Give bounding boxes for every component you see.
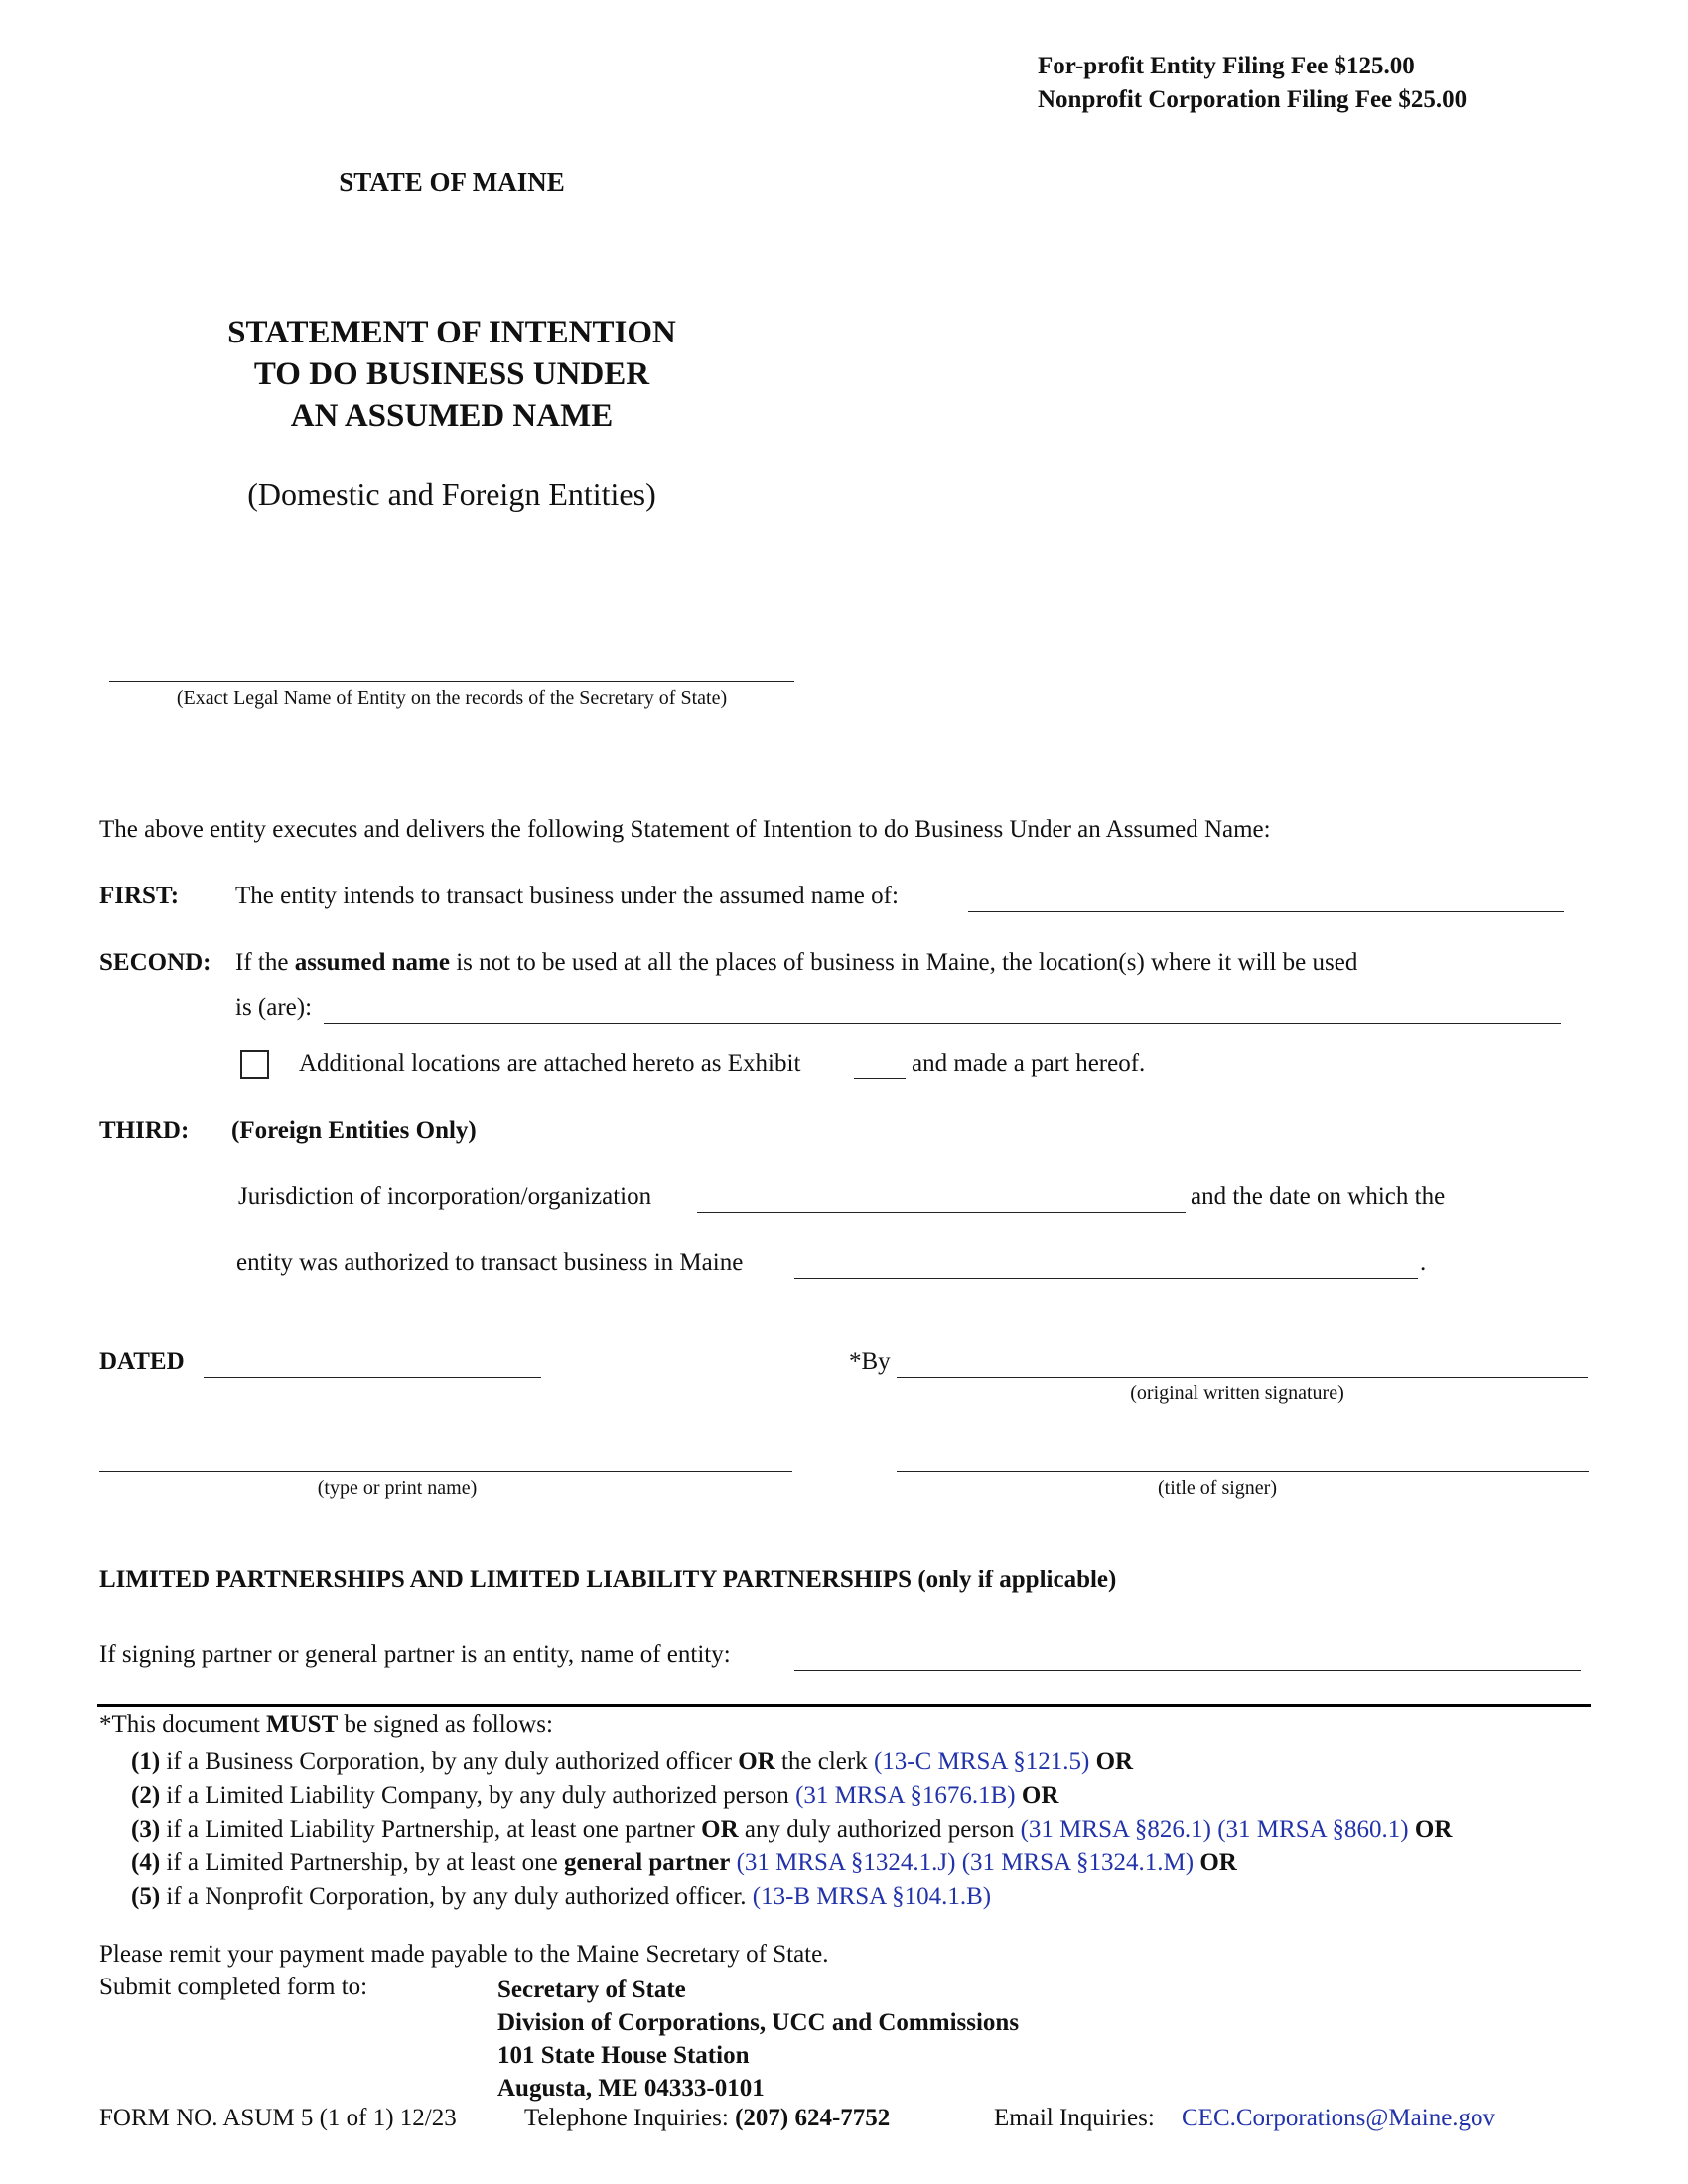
signing-rule-1	[131, 1745, 1452, 1779]
rule-text: if a Limited Partnership, by at least one	[166, 1849, 558, 1876]
authorized-date-field[interactable]	[794, 1278, 1418, 1279]
rule-statute-link[interactable]: (31 MRSA §826.1)	[1020, 1816, 1211, 1843]
lp-heading: LIMITED PARTNERSHIPS AND LIMITED LIABILITY PARTNERSHIPS (only if applicable)	[99, 1567, 1117, 1593]
rule-number: (5)	[131, 1883, 161, 1910]
rule-text: if a Limited Liability Partnership, at least one partner	[166, 1816, 695, 1843]
section-divider	[97, 1704, 1591, 1707]
entity-name-field[interactable]	[109, 681, 794, 682]
form-title	[159, 312, 745, 437]
signing-rule-4	[131, 1846, 1452, 1880]
nonprofit-fee: Nonprofit Corporation Filing Fee $25.00	[1038, 86, 1468, 113]
first-label: FIRST:	[99, 883, 180, 909]
phone-number: (207) 624-7752	[735, 2105, 891, 2131]
mailing-address	[497, 1974, 1019, 2105]
rule-bold: OR	[738, 1748, 775, 1775]
rule-number: (4)	[131, 1849, 161, 1876]
third-heading: (Foreign Entities Only)	[231, 1117, 477, 1144]
forprofit-fee: For-profit Entity Filing Fee $125.00	[1038, 53, 1415, 79]
submit-label: Submit completed form to:	[99, 1974, 368, 2000]
locations-field[interactable]	[324, 1023, 1561, 1024]
rule-text: if a Limited Liability Company, by any duly authorized person	[166, 1782, 789, 1809]
jurisdiction-text: Jurisdiction of incorporation/organization	[238, 1183, 652, 1210]
rule-tail: OR	[1199, 1849, 1237, 1876]
rule-bold: general partner	[564, 1849, 731, 1876]
address-line-1: Secretary of State	[497, 1977, 686, 2003]
title-line-1: STATEMENT OF INTENTION	[227, 315, 676, 350]
phone-label: Telephone Inquiries:	[524, 2105, 729, 2131]
checkbox-text-pre: Additional locations are attached hereto as Exhibit	[299, 1050, 801, 1077]
second-text-line2: is (are):	[235, 994, 313, 1021]
email-label: Email Inquiries:	[994, 2105, 1155, 2131]
rule-number: (1)	[131, 1748, 161, 1775]
rule-statute-link[interactable]: (31 MRSA §1676.1B)	[795, 1782, 1016, 1809]
title-line-3: AN ASSUMED NAME	[290, 398, 614, 434]
rule-tail: OR	[1095, 1748, 1134, 1775]
state-heading: STATE OF MAINE	[339, 167, 565, 197]
signing-rules-list	[131, 1745, 1452, 1914]
signer-title-caption: (title of signer)	[1158, 1477, 1277, 1499]
signing-rule-3	[131, 1813, 1452, 1846]
rule-text: if a Business Corporation, by any duly authorized officer	[166, 1748, 732, 1775]
lp-text: If signing partner or general partner is an entity, name of entity:	[99, 1641, 731, 1668]
signing-rule-2	[131, 1779, 1452, 1813]
rule-tail: OR	[1021, 1782, 1059, 1809]
email-link[interactable]: CEC.Corporations@Maine.gov	[1182, 2105, 1496, 2131]
additional-locations-checkbox[interactable]	[240, 1050, 269, 1079]
print-name-caption: (type or print name)	[317, 1477, 478, 1499]
address-line-4: Augusta, ME 04333-0101	[497, 2075, 765, 2102]
signing-rule-5	[131, 1880, 1452, 1914]
second-label: SECOND:	[99, 949, 211, 976]
intro-text: The above entity executes and delivers the following Statement of Intention to do Business Under an Assumed Name:	[99, 816, 1271, 843]
address-line-3: 101 State House Station	[497, 2042, 750, 2069]
checkbox-text-post: and made a part hereof.	[912, 1050, 1146, 1077]
jurisdiction-field[interactable]	[697, 1212, 1186, 1213]
authorized-text: entity was authorized to transact business in Maine	[236, 1249, 744, 1276]
second-text-post: is not to be used at all the places of business in Maine, the location(s) where it will be used	[456, 949, 1358, 976]
phone-inquiries	[524, 2105, 890, 2132]
signing-intro-post: be signed as follows:	[344, 1711, 553, 1738]
rule-statute-link[interactable]: (13-B MRSA §104.1.B)	[752, 1883, 992, 1910]
title-line-2: TO DO BUSINESS UNDER	[253, 356, 650, 392]
rule-text2: any duly authorized person	[744, 1816, 1015, 1843]
signing-intro-pre: *This document	[99, 1711, 260, 1738]
signature-caption: (original written signature)	[1130, 1382, 1344, 1404]
form-number: FORM NO. ASUM 5 (1 of 1) 12/23	[99, 2105, 457, 2131]
first-text: The entity intends to transact business under the assumed name of:	[235, 883, 899, 909]
rule-bold: OR	[701, 1816, 739, 1843]
rule-statute-link-2[interactable]: (31 MRSA §1324.1.M)	[961, 1849, 1195, 1876]
form-subtitle: (Domestic and Foreign Entities)	[247, 477, 656, 512]
second-text	[235, 949, 1357, 977]
rule-number: (2)	[131, 1782, 161, 1809]
entity-name-caption: (Exact Legal Name of Entity on the records of the Secretary of State)	[176, 687, 728, 709]
dated-field[interactable]	[204, 1377, 541, 1378]
print-name-field[interactable]	[99, 1471, 792, 1472]
fee-notice	[1038, 50, 1467, 117]
rule-number: (3)	[131, 1816, 161, 1843]
signing-intro-bold: MUST	[266, 1711, 339, 1738]
jurisdiction-tail: and the date on which the	[1191, 1183, 1446, 1210]
rule-tail: OR	[1414, 1816, 1453, 1843]
third-label: THIRD:	[99, 1117, 190, 1144]
address-line-2: Division of Corporations, UCC and Commissions	[497, 2009, 1020, 2036]
assumed-name-field[interactable]	[968, 911, 1564, 912]
dated-label: DATED	[99, 1348, 185, 1375]
signer-title-field[interactable]	[897, 1471, 1589, 1472]
lp-entity-name-field[interactable]	[794, 1670, 1581, 1671]
rule-statute-link-2[interactable]: (31 MRSA §860.1)	[1217, 1816, 1409, 1843]
rule-text: if a Nonprofit Corporation, by any duly authorized officer.	[166, 1883, 747, 1910]
rule-statute-link[interactable]: (13-C MRSA §121.5)	[873, 1748, 1090, 1775]
second-text-pre: If the	[235, 949, 289, 976]
second-text-bold: assumed name	[294, 949, 450, 976]
rule-text2: the clerk	[780, 1748, 868, 1775]
by-label: *By	[849, 1348, 891, 1375]
exhibit-field[interactable]	[854, 1078, 906, 1079]
payment-text: Please remit your payment made payable to the Maine Secretary of State.	[99, 1941, 829, 1968]
signature-field[interactable]	[897, 1377, 1588, 1378]
signing-rules-intro	[99, 1711, 553, 1739]
authorized-tail: .	[1420, 1249, 1427, 1276]
rule-statute-link[interactable]: (31 MRSA §1324.1.J)	[736, 1849, 956, 1876]
